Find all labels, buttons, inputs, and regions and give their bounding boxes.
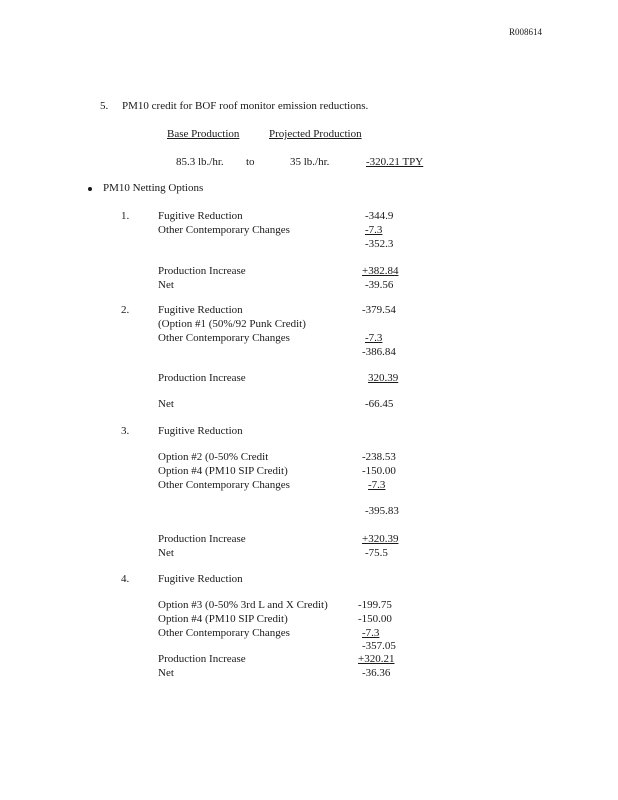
document-id: R008614 [509, 27, 543, 37]
option-row-label: Fugitive Reduction [158, 425, 243, 437]
option-row-value: 320.39 [368, 372, 399, 384]
option-row-value: -7.3 [362, 627, 380, 639]
option-row-value: -39.56 [365, 279, 394, 291]
bullet-icon [88, 187, 92, 191]
option-row-value: +320.39 [362, 533, 399, 545]
item5-number: 5. [100, 100, 109, 112]
option-row-value: -150.00 [362, 465, 396, 477]
option-row-value: -199.75 [358, 599, 392, 611]
option-row-value: -7.3 [365, 224, 383, 236]
option-row-label: Production Increase [158, 372, 246, 384]
option-row-label: Net [158, 279, 174, 291]
option-number: 4. [121, 573, 130, 585]
option-row-value: -7.3 [368, 479, 386, 491]
item5-projected-value: 35 lb./hr. [290, 156, 330, 168]
option-row-label: Other Contemporary Changes [158, 224, 290, 236]
option-row-value: -36.36 [362, 667, 391, 679]
option-row-value: -386.84 [362, 346, 396, 358]
option-row-value: -357.05 [362, 640, 396, 652]
option-number: 3. [121, 425, 130, 437]
item5-base-header: Base Production [167, 128, 240, 140]
option-row-label: Option #4 (PM10 SIP Credit) [158, 613, 288, 625]
item5-projected-header: Projected Production [269, 128, 362, 140]
item5-heading: PM10 credit for BOF roof monitor emission reductions. [122, 100, 369, 112]
option-row-label: Production Increase [158, 653, 246, 665]
item5-result: -320.21 TPY [366, 156, 424, 168]
option-row-label: Option #4 (PM10 SIP Credit) [158, 465, 288, 477]
option-row-value: -66.45 [365, 398, 394, 410]
option-row-label: Net [158, 547, 174, 559]
option-row-value: +382.84 [362, 265, 399, 277]
option-row-label: Option #2 (0-50% Credit [158, 451, 269, 463]
option-row-label: Fugitive Reduction [158, 210, 243, 222]
option-row-value: -238.53 [362, 451, 396, 463]
item5-base-value: 85.3 lb./hr. [176, 156, 224, 168]
option-row-label: (Option #1 (50%/92 Punk Credit) [158, 318, 306, 330]
option-row-label: Other Contemporary Changes [158, 479, 290, 491]
option-row-value: -150.00 [358, 613, 392, 625]
option-row-label: Fugitive Reduction [158, 304, 243, 316]
option-row-value: -352.3 [365, 238, 394, 250]
option-row-value: -344.9 [365, 210, 394, 222]
option-row-label: Fugitive Reduction [158, 573, 243, 585]
option-number: 1. [121, 210, 130, 222]
option-row-label: Other Contemporary Changes [158, 332, 290, 344]
option-row-value: +320.21 [358, 653, 395, 665]
option-row-value: -379.54 [362, 304, 396, 316]
option-row-label: Production Increase [158, 265, 246, 277]
netting-title: PM10 Netting Options [103, 182, 204, 194]
option-row-value: -75.5 [365, 547, 388, 559]
option-number: 2. [121, 304, 130, 316]
option-row-value: -395.83 [365, 505, 399, 517]
option-row-label: Production Increase [158, 533, 246, 545]
item5-to: to [246, 156, 255, 168]
option-row-label: Net [158, 667, 174, 679]
option-row-value: -7.3 [365, 332, 383, 344]
option-row-label: Other Contemporary Changes [158, 627, 290, 639]
option-row-label: Option #3 (0-50% 3rd L and X Credit) [158, 599, 328, 611]
option-row-label: Net [158, 398, 174, 410]
